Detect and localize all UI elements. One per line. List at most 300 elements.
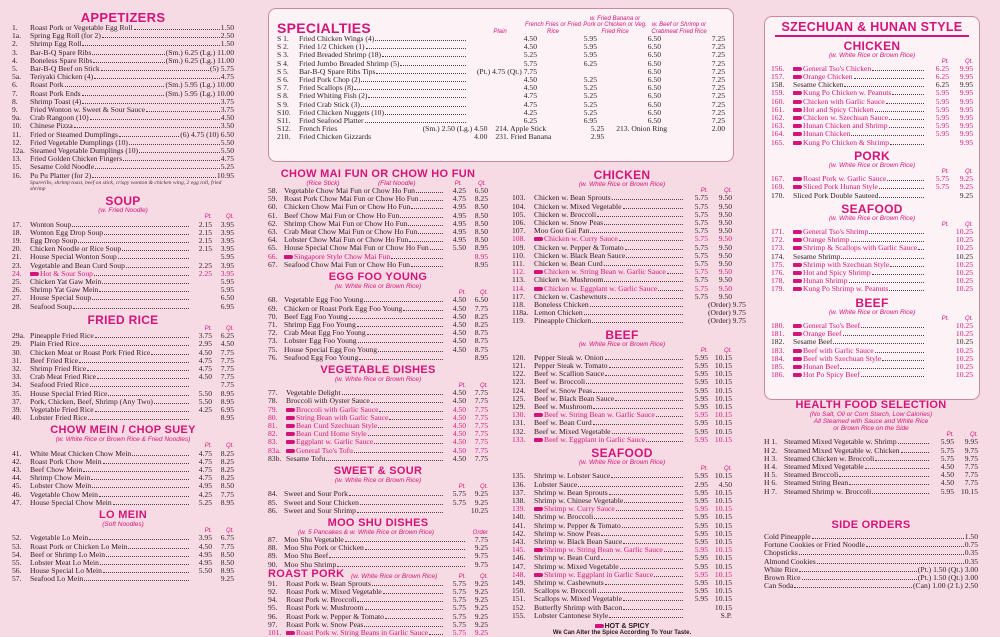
- item-number: 180.: [771, 320, 785, 330]
- price-quart: 3.95: [220, 227, 234, 237]
- section-title: SPECIALTIES: [277, 20, 372, 36]
- menu-item[interactable]: [771, 228, 973, 236]
- menu-item[interactable]: [12, 303, 234, 311]
- dot-leader: [92, 177, 216, 178]
- item-number: 28.: [12, 301, 22, 311]
- menu-item[interactable]: [771, 371, 973, 379]
- price-quart: 9.95: [959, 96, 973, 106]
- dot-leader: [90, 386, 189, 387]
- price-quart: S.P.: [720, 610, 732, 620]
- item-name: Bean Curd Szechuan Style: [296, 422, 378, 431]
- item-number: 20.: [12, 244, 22, 254]
- health-food-subtitle: All Steamed with Sauce and White Rice: [813, 418, 929, 425]
- item-number: 143.: [512, 537, 526, 546]
- dot-leader: [371, 402, 443, 403]
- menu-item[interactable]: [12, 147, 234, 155]
- dot-leader: [99, 291, 189, 292]
- qt-header: Qt.: [479, 484, 488, 491]
- hot-pepper-icon: [793, 365, 802, 369]
- price-pint: 2.15: [198, 219, 212, 229]
- price-quart: 7.75: [220, 372, 234, 382]
- dot-leader: [374, 443, 443, 444]
- price-quart: 10.25: [955, 259, 973, 269]
- price-a: 6.25: [523, 116, 537, 126]
- item-name: Crab Meat Chow Mai Fun or Chow Ho Fun: [284, 228, 418, 237]
- menu-item[interactable]: [512, 595, 732, 603]
- menu-item[interactable]: [12, 163, 234, 171]
- hot-pepper-icon: [793, 75, 802, 79]
- price-quart: 7.75: [220, 355, 234, 365]
- dot-leader: [861, 327, 924, 328]
- dot-leader: [94, 275, 189, 276]
- item-name: Shrimp w. Pepper & Tomato: [534, 521, 621, 530]
- section-subtitle: (w. White Rice or Brown Rice): [334, 477, 422, 485]
- section-subtitle: (w. White Rice or Brown Rice): [828, 161, 916, 169]
- item-number: 17.: [12, 219, 22, 229]
- menu-item[interactable]: [771, 192, 973, 200]
- price-pint: 4.50: [452, 319, 466, 329]
- item-name: Shrimp w. Mixed Vegetable: [534, 562, 619, 571]
- price-quart: 10.25: [955, 276, 973, 286]
- item-number: 55.: [12, 557, 22, 567]
- item-number: 25.: [12, 276, 22, 286]
- price-quart: 10.15: [714, 569, 732, 579]
- menu-item[interactable]: [268, 455, 488, 463]
- menu-item[interactable]: [771, 322, 973, 330]
- pt-header: Pt.: [458, 290, 466, 297]
- price-pint: 5.95: [935, 113, 949, 123]
- price-pint: 4.50: [452, 303, 466, 313]
- menu-item[interactable]: [771, 236, 973, 244]
- menu-item[interactable]: [771, 253, 973, 261]
- item-name: Beef w. Mushroom: [534, 403, 593, 412]
- item-number: 81.: [268, 421, 278, 431]
- dot-leader: [802, 579, 917, 580]
- price-quart: 9.95: [959, 63, 973, 73]
- price-pint: 4.50: [940, 478, 954, 488]
- rice-stick-note: (Rice Stick): [306, 180, 340, 187]
- menu-item[interactable]: [771, 347, 973, 355]
- price-quart: 9.25: [220, 574, 234, 584]
- dot-leader: [95, 337, 189, 338]
- dot-leader: [612, 199, 683, 200]
- price-pint: 5.95: [694, 586, 708, 596]
- menu-item[interactable]: [12, 270, 234, 278]
- item-number: 135.: [512, 471, 526, 481]
- item-name: Beef Egg Foo Young: [284, 312, 348, 321]
- seafood-section: [512, 447, 732, 620]
- item-number: 10.: [12, 121, 22, 131]
- item-number: 58.: [268, 186, 278, 195]
- item-number: 72.: [268, 328, 278, 338]
- item-number: 61.: [268, 210, 278, 220]
- menu-item[interactable]: [764, 549, 978, 557]
- price-pint: 3.95: [198, 533, 212, 543]
- price-a: 4.50: [523, 42, 537, 52]
- item-number: H 5.: [764, 470, 778, 480]
- menu-item[interactable]: [12, 57, 234, 65]
- price-pint: 5.95: [694, 594, 708, 604]
- menu-item[interactable]: [12, 575, 234, 583]
- item-number: 165.: [771, 137, 785, 147]
- item-number: 79.: [268, 404, 278, 414]
- menu-item[interactable]: [771, 244, 973, 252]
- section-subtitle: (w. White Rice or Brown Rice): [828, 308, 916, 316]
- menu-item[interactable]: [771, 330, 973, 338]
- menu-item[interactable]: [771, 130, 973, 138]
- item-price: 2.95: [590, 132, 605, 142]
- item-number: 111.: [512, 258, 525, 268]
- menu-item[interactable]: [512, 316, 746, 326]
- item-name: Shrimp w. Black Bean Sauce: [534, 538, 623, 546]
- dot-leader: [342, 394, 443, 395]
- dot-leader: [667, 273, 683, 274]
- menu-item[interactable]: [277, 125, 725, 133]
- price-pint: 5.50: [198, 566, 212, 576]
- item-number: 120.: [512, 352, 526, 362]
- menu-item[interactable]: [12, 106, 234, 114]
- roast-pork-section: [268, 569, 488, 637]
- price-pint: 2.25: [198, 268, 212, 278]
- dot-leader: [385, 114, 466, 115]
- menu-item[interactable]: [512, 308, 746, 318]
- dot-leader: [361, 106, 466, 107]
- menu-item[interactable]: [12, 286, 234, 294]
- item-price: (Pt.) 1.50 (Qt.) 3.00: [917, 564, 978, 574]
- dot-leader: [94, 78, 220, 79]
- item-number: 29.: [12, 339, 22, 349]
- item-name: Roast Pork w. Pepper & Tomato: [286, 612, 384, 621]
- price-b: 5.95: [583, 50, 597, 60]
- hot-pepper-icon: [30, 272, 39, 276]
- item-name: Sliced Pork Double Sauteed: [793, 191, 879, 200]
- menu-item[interactable]: [512, 612, 732, 620]
- item-name: Shrimp w. Chinese Vegetable: [534, 496, 624, 505]
- menu-item[interactable]: [277, 133, 725, 141]
- menu-item[interactable]: [512, 436, 732, 444]
- price-pint: 5.95: [694, 369, 708, 379]
- hot-pepper-icon: [286, 416, 295, 420]
- menu-item[interactable]: [12, 406, 234, 414]
- chicken-section: [512, 168, 746, 326]
- menu-item[interactable]: [12, 139, 234, 147]
- menu-item[interactable]: [12, 414, 234, 422]
- dot-leader: [132, 455, 189, 456]
- item-price: (Pt.) 1.50 (Qt.) 3.00: [917, 573, 978, 583]
- menu-item[interactable]: [12, 499, 234, 507]
- price-quart: 9.95: [959, 72, 973, 81]
- price-quart: 10.25: [955, 337, 973, 347]
- dot-leader: [886, 103, 924, 104]
- item-number: 68.: [268, 295, 278, 305]
- item-name: Chicken Meat or Roast Pork Fried Rice: [30, 348, 151, 357]
- menu-item[interactable]: [268, 346, 488, 354]
- item-name: Pepper Steak w. Tomato: [534, 362, 608, 371]
- menu-item[interactable]: [771, 269, 973, 277]
- item-name: Steamed Mixed Vegetable w. Chicken: [784, 446, 900, 455]
- item-name: Cold Pineapple: [764, 533, 811, 541]
- item-number: 117.: [512, 291, 526, 301]
- price-quart: 6.75: [220, 533, 234, 543]
- dot-leader: [389, 419, 443, 420]
- item-name: Pineapple Chicken: [534, 317, 592, 326]
- menu-item[interactable]: [771, 261, 973, 269]
- menu-item[interactable]: [12, 114, 234, 122]
- menu-item[interactable]: [12, 24, 234, 32]
- dot-leader: [154, 403, 189, 404]
- flat-noodle-note: (Flat Noodle): [378, 180, 416, 187]
- price-quart: 9.25: [474, 603, 488, 613]
- menu-item[interactable]: [12, 172, 234, 180]
- menu-item[interactable]: [12, 294, 234, 302]
- dot-leader: [794, 587, 912, 588]
- item-name: Egg Drop Soup: [30, 236, 78, 245]
- price-quart: 10.15: [714, 504, 732, 514]
- dot-leader: [882, 360, 924, 361]
- item-number: 29a.: [12, 331, 25, 341]
- price-pint: 5.95: [694, 520, 708, 530]
- hot-pepper-icon: [793, 246, 802, 250]
- item-name: Seafood Fried Rice: [30, 381, 89, 390]
- menu-item[interactable]: [277, 117, 725, 125]
- item-number: 35.: [12, 388, 22, 398]
- qt-header: Qt.: [225, 214, 234, 221]
- item-number: 69.: [268, 303, 278, 313]
- dot-leader: [623, 609, 683, 610]
- item-number: 67.: [268, 259, 278, 269]
- dot-leader: [918, 249, 924, 250]
- item-number: 33.: [12, 372, 22, 382]
- dot-leader: [429, 634, 443, 635]
- item-name: Steamed Shrimp w. Broccoli: [784, 487, 872, 496]
- menu-item[interactable]: [764, 582, 978, 590]
- item-number: 56.: [12, 566, 22, 576]
- price-pint: 2.15: [198, 227, 212, 237]
- price-pint: 5.95: [694, 487, 708, 497]
- item-name: Roast Pork w. Mushroom: [286, 604, 364, 613]
- menu-item[interactable]: [268, 507, 488, 515]
- price-quart: 8.95: [474, 243, 488, 253]
- price-quart: 5.95: [220, 276, 234, 286]
- price-pint: 5.95: [694, 402, 708, 412]
- dot-leader: [615, 400, 683, 401]
- item-name: Butterfly Shrimp with Bacon: [534, 603, 623, 612]
- price-quart: 8.50: [474, 235, 488, 245]
- dot-leader: [416, 192, 443, 193]
- menu-item[interactable]: [12, 155, 234, 163]
- menu-item[interactable]: [12, 65, 234, 73]
- title-rule: [775, 35, 969, 37]
- price-pint: 4.25: [198, 404, 212, 414]
- item-name: Teriyaki Chicken (4): [30, 73, 94, 82]
- item-name: Shrimp w. Snow Peas: [534, 529, 601, 538]
- price-b: 5.25: [583, 107, 597, 117]
- price-pint: 4.25: [452, 186, 466, 195]
- dot-leader: [799, 571, 917, 572]
- menu-item[interactable]: [12, 245, 234, 253]
- price-quart: 5.95: [220, 252, 234, 262]
- hot-pepper-icon: [793, 91, 802, 95]
- menu-item[interactable]: [764, 533, 978, 541]
- menu-item[interactable]: [12, 98, 234, 106]
- menu-item[interactable]: [771, 183, 973, 191]
- menu-item[interactable]: [268, 253, 488, 261]
- menu-item[interactable]: [771, 285, 973, 293]
- item-name: Chicken w. Broccoli: [534, 210, 597, 219]
- price-pint: 5.75: [694, 201, 708, 211]
- menu-item[interactable]: [764, 488, 978, 496]
- menu-item[interactable]: [268, 244, 488, 252]
- dot-leader: [106, 556, 189, 557]
- price-pint: 2.95: [198, 339, 212, 349]
- dot-leader: [605, 584, 683, 585]
- dot-leader: [601, 535, 683, 536]
- dot-leader: [101, 70, 209, 71]
- item-name: Lobster Egg Foo Young: [284, 337, 357, 346]
- dot-leader: [83, 471, 189, 472]
- price-pint: 5.95: [694, 426, 708, 436]
- price-quart: 9.95: [959, 113, 973, 123]
- menu-item[interactable]: [268, 536, 488, 544]
- price-quart: 9.25: [959, 174, 973, 184]
- item-name: Sesame Tofu: [286, 454, 326, 463]
- menu-item[interactable]: [268, 261, 488, 269]
- item-number: 1.: [12, 23, 18, 32]
- item-name: Shrimp w. String Bean w. Garlic Sauce: [544, 546, 663, 555]
- menu-item[interactable]: [771, 355, 973, 363]
- hot-pepper-icon: [534, 548, 543, 552]
- menu-item[interactable]: [12, 90, 234, 98]
- price-quart: 9.50: [718, 283, 732, 293]
- menu-item[interactable]: [512, 299, 746, 309]
- menu-item[interactable]: [12, 131, 234, 139]
- menu-item[interactable]: [771, 139, 973, 147]
- item-number: 92.: [268, 587, 278, 596]
- dot-leader: [609, 367, 684, 368]
- price-quart: 10.15: [960, 486, 978, 496]
- menu-item[interactable]: [268, 499, 488, 507]
- hot-spicy-legend: [512, 623, 732, 630]
- hot-pepper-icon: [534, 413, 543, 417]
- menu-item[interactable]: [12, 278, 234, 286]
- item-name: House Special Fried Rice: [30, 389, 108, 398]
- item-number: H 4.: [764, 461, 778, 471]
- section-subtitle: (w. White Rice or Brown Rice): [828, 51, 916, 59]
- dot-leader: [601, 559, 683, 560]
- menu-item[interactable]: [764, 541, 978, 549]
- item-name: Shrimp w. Lobster Sauce: [534, 472, 611, 481]
- item-price: 1.50: [964, 532, 978, 541]
- dot-leader: [890, 144, 924, 145]
- price-a: 4.50: [523, 83, 537, 93]
- menu-item[interactable]: [268, 544, 488, 552]
- item-number: 152.: [512, 602, 526, 612]
- pt-header: Pt.: [941, 315, 949, 322]
- hot-pepper-icon: [286, 408, 295, 412]
- price-pint: 5.75: [452, 489, 466, 499]
- dot-leader: [872, 70, 924, 71]
- chow-mein-section: [12, 425, 234, 507]
- price-quart: 8.95: [220, 388, 234, 398]
- price-quart: 8.50: [220, 481, 234, 491]
- menu-item[interactable]: [771, 338, 973, 346]
- dot-leader: [146, 111, 220, 112]
- item-name: Beef w. Bean Curd: [534, 419, 592, 428]
- item-number: 23.: [12, 260, 22, 270]
- item-number: 9a.: [12, 113, 22, 123]
- item-number: 80.: [268, 412, 278, 422]
- item-number: 1a.: [12, 31, 22, 41]
- menu-item[interactable]: [12, 373, 234, 381]
- price-quart: 3.95: [220, 244, 234, 254]
- item-number: 46.: [12, 489, 22, 499]
- menu-item[interactable]: [771, 277, 973, 285]
- price-quart: 10.15: [714, 512, 732, 522]
- price-a: 4.75: [523, 91, 537, 101]
- price-quart: 10.15: [714, 602, 732, 612]
- item-name: Moo Shu Vegetable: [284, 535, 344, 544]
- item-name: Chicken w. Snow Peas: [534, 218, 604, 227]
- dot-leader: [619, 240, 683, 241]
- section-title: CHICKEN: [843, 38, 901, 53]
- price-pint: 4.75: [198, 473, 212, 483]
- price-quart: 10.15: [714, 487, 732, 497]
- price-quart: 10.15: [714, 553, 732, 563]
- dot-leader: [102, 37, 220, 38]
- hot-pepper-icon: [534, 237, 543, 241]
- menu-item[interactable]: [12, 32, 234, 40]
- item-number: 97.: [268, 619, 278, 629]
- price-pint: 4.95: [452, 235, 466, 245]
- hot-pepper-icon: [286, 631, 295, 635]
- price-pint: 5.75: [452, 628, 466, 637]
- price-c: 6.50: [647, 58, 661, 68]
- price-pint: 5.75: [694, 283, 708, 293]
- item-name: Beef Chow Mai Fun or Chow Ho Fun: [284, 211, 400, 220]
- price-quart: 10.15: [714, 471, 732, 481]
- price-b: 6.25: [583, 58, 597, 68]
- price-a: 4.75: [523, 99, 537, 109]
- menu-item[interactable]: [512, 604, 732, 612]
- menu-item[interactable]: [512, 293, 732, 301]
- item-name: Moo Shu Beef: [284, 552, 329, 561]
- dot-leader: [851, 135, 924, 136]
- menu-item[interactable]: [771, 363, 973, 371]
- price-pint: 5.95: [935, 96, 949, 106]
- item-number: 15.: [12, 162, 22, 172]
- dot-leader: [799, 554, 964, 555]
- dot-leader: [844, 86, 924, 87]
- item-number: 78.: [268, 396, 278, 406]
- price-quart: 9.95: [959, 121, 973, 131]
- price-d: 7.25: [711, 83, 725, 93]
- price-quart: 3.95: [220, 219, 234, 229]
- specialties-column-header: French Fries or Fried Rice: [524, 22, 581, 35]
- price-pint: 5.95: [694, 385, 708, 395]
- pt-header: Pt.: [204, 325, 212, 332]
- item-name: Shrimp & Scallops with Garlic Sauce: [803, 244, 918, 253]
- menu-item[interactable]: [268, 629, 488, 637]
- dot-leader: [889, 127, 924, 128]
- item-number: S 8.: [277, 91, 289, 101]
- menu-item[interactable]: [268, 354, 488, 362]
- menu-item[interactable]: [268, 552, 488, 560]
- price-c: 6.50: [647, 42, 661, 52]
- price-pint: 5.95: [694, 393, 708, 403]
- hot-pepper-icon: [286, 449, 295, 453]
- item-number: 101.: [268, 628, 282, 637]
- menu-item[interactable]: [12, 567, 234, 575]
